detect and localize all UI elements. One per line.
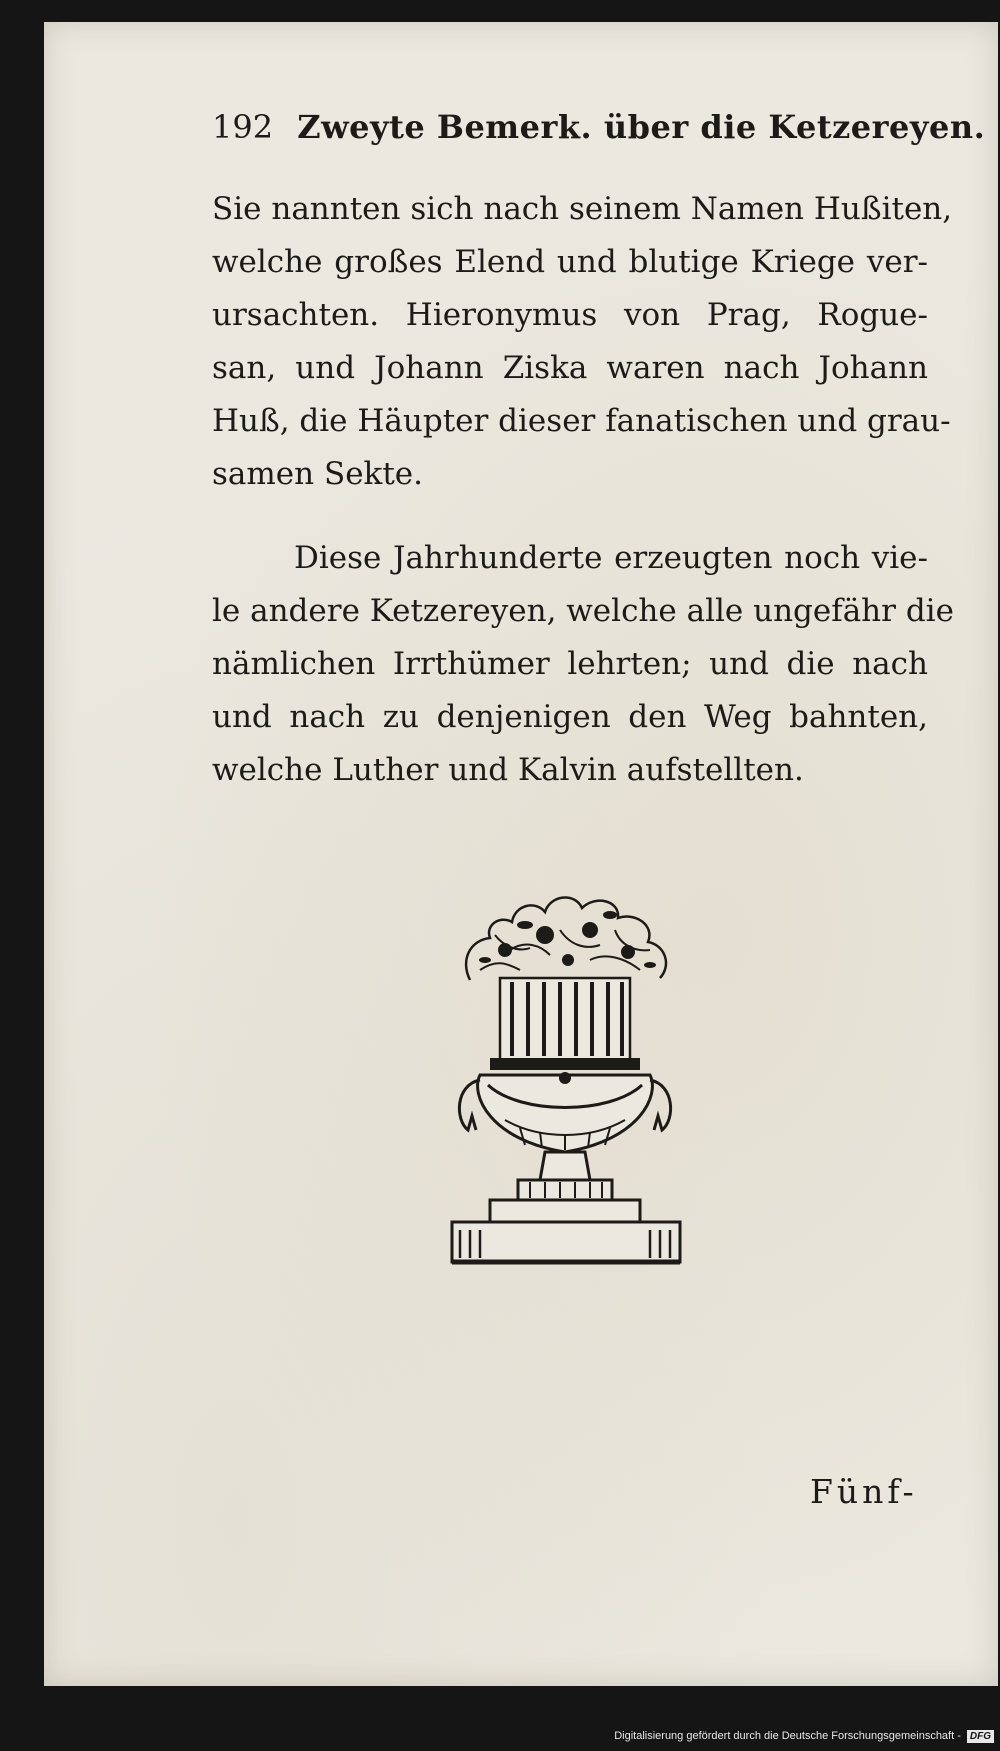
paragraph-2 bbox=[212, 532, 954, 797]
digitization-credit bbox=[614, 1725, 994, 1747]
paragraph-1 bbox=[212, 183, 953, 501]
text-line: nämlichen Irrthümer lehrten; und die nach bbox=[212, 646, 928, 682]
catchword: Fünf- bbox=[810, 1472, 918, 1511]
page-number: 192 bbox=[212, 108, 274, 146]
running-head: Zweyte Bemerk. über die Ketzereyen. bbox=[297, 108, 986, 146]
text-line: Sie nannten sich nach seinem Namen Hußiten, bbox=[212, 191, 953, 227]
urn-with-flowers-icon bbox=[450, 890, 682, 1270]
text-line: Diese Jahrhunderte erzeugten noch vie- bbox=[294, 540, 928, 576]
text-line: le andere Ketzereyen, welche alle ungefähr die bbox=[212, 593, 954, 629]
text-line: samen Sekte. bbox=[212, 456, 423, 492]
text-line: welche großes Elend und blutige Kriege ver- bbox=[212, 244, 928, 280]
dfg-logo: DFG bbox=[967, 1730, 994, 1743]
page-header bbox=[212, 108, 986, 146]
text-line: san, und Johann Ziska waren nach Johann bbox=[212, 350, 928, 386]
text-line: Huß, die Häupter dieser fanatischen und grau- bbox=[212, 403, 951, 439]
text-line: ursachten. Hieronymus von Prag, Rogue- bbox=[212, 297, 928, 333]
text-line: und nach zu denjenigen den Weg bahnten, bbox=[212, 699, 928, 735]
text-line: welche Luther und Kalvin aufstellten. bbox=[212, 752, 804, 788]
credit-text: Digitalisierung gefördert durch die Deutsche Forschungsgemeinschaft - bbox=[614, 1730, 961, 1742]
